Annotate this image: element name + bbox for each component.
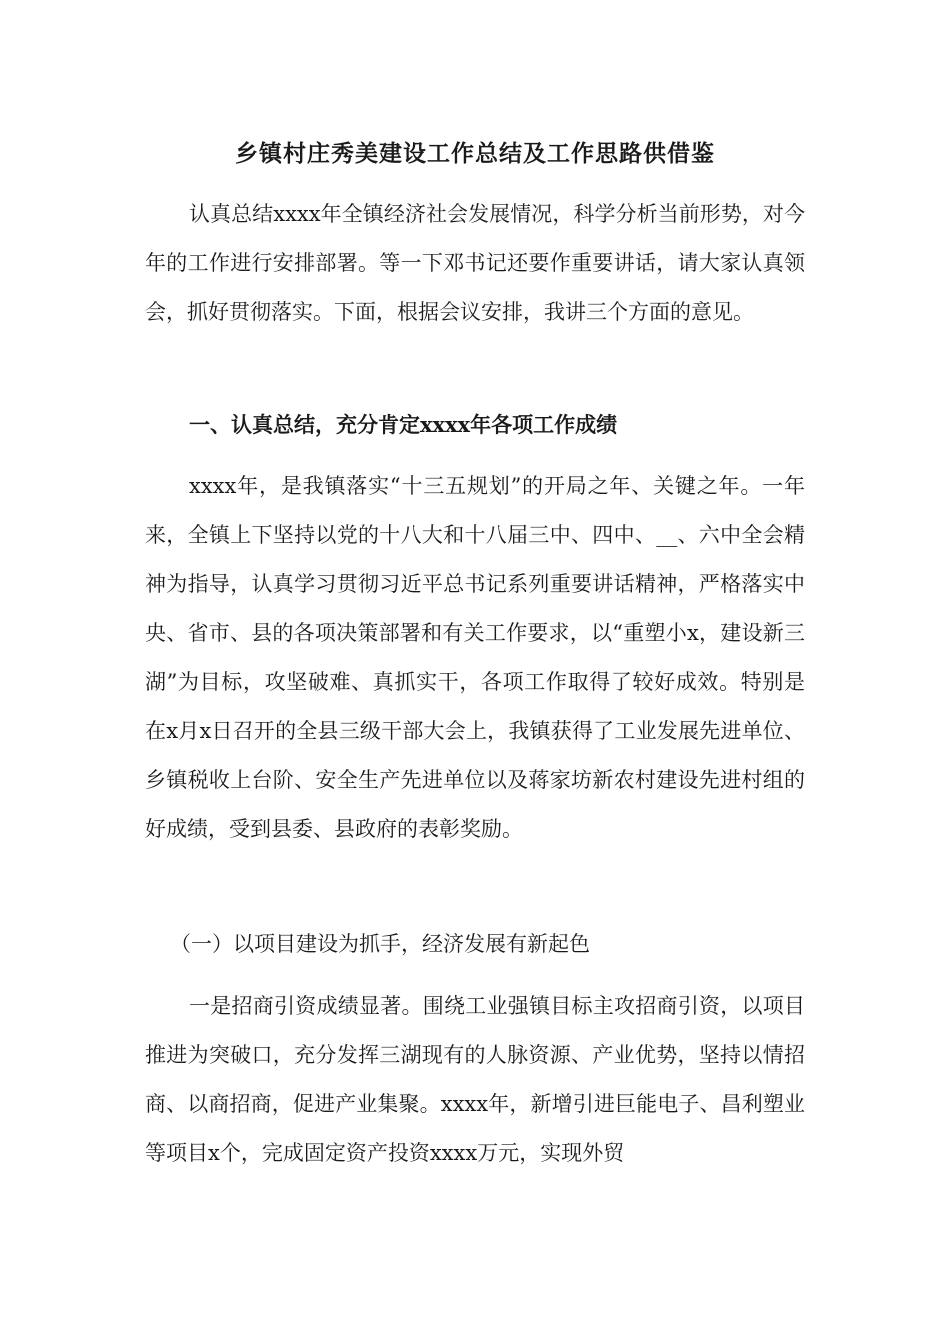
subsection-heading-1: （一）以项目建设为抓手，经济发展有新起色	[170, 932, 590, 956]
document-title: 乡镇村庄秀美建设工作总结及工作思路供借鉴	[235, 140, 715, 167]
section-heading-1: 一、认真总结，充分肯定xxxx年各项工作成绩	[189, 412, 618, 437]
intro-paragraph: 认真总结xxxx年全镇经济社会发展情况，科学分析当前形势，对今年的工作进行安排部署。等一下邓书记还要作重要讲话，请大家认真领会，抓好贯彻落实。下面，根据会议安排，我讲三个方面的意见。	[145, 202, 805, 324]
subsection-1-paragraph: 一是招商引资成绩显著。围绕工业强镇目标主攻招商引资，以项目推进为突破口，充分发挥三湖现有的人脉资源、产业优势，坚持以情招商、以商招商，促进产业集聚。xxxx年，新增引进巨能电子、昌利塑业等项目x个，完成固定资产投资xxxx万元，实现外贸	[145, 994, 805, 1165]
section-1-paragraph: xxxx年，是我镇落实“十三五规划”的开局之年、关键之年。一年来，全镇上下坚持以党的十八大和十八届三中、四中、__、六中全会精神为指导，认真学习贯彻习近平总书记系列重要讲话精神，严格落实中央、省市、县的各项决策部署和有关工作要求，以“重塑小x，建设新三湖”为目标，攻坚破难、真抓实干，各项工作取得了较好成效。特别是在x月x日召开的全县三级干部大会上，我镇获得了工业发展先进单位、乡镇税收上台阶、安全生产先进单位以及蒋家坊新农村建设先进村组的好成绩，受到县委、县政府的表彰奖励。	[145, 474, 805, 841]
